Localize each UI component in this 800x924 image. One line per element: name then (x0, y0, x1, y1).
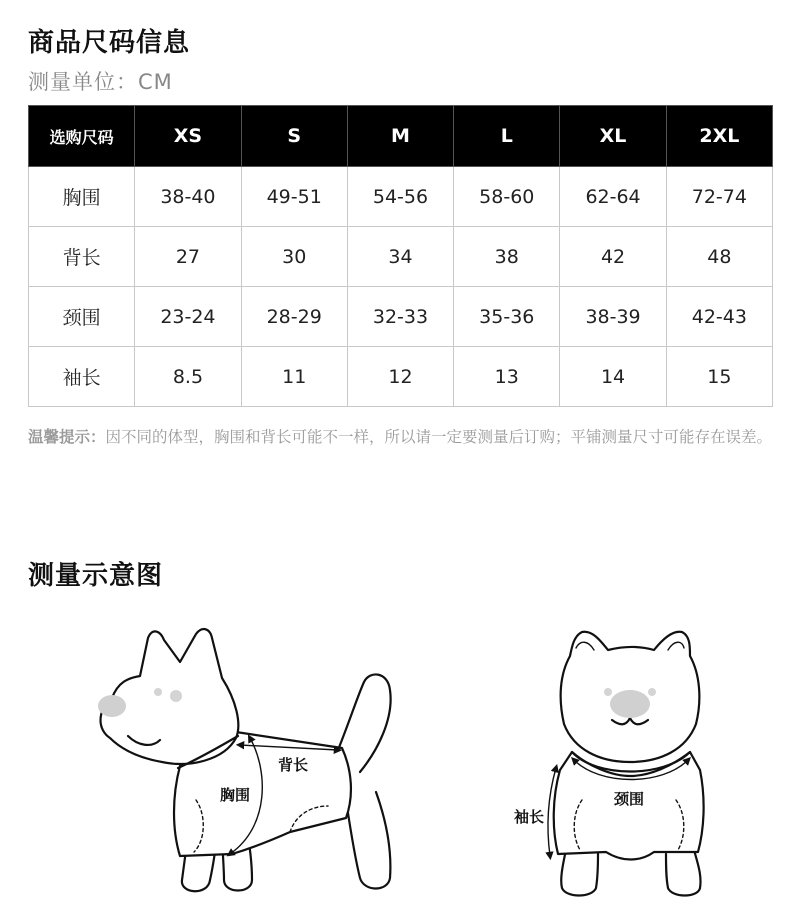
tip-note (28, 424, 776, 450)
table-cell: 38-40 (135, 167, 241, 227)
table-cell: 30 (241, 227, 347, 287)
size-col-s: S (241, 106, 347, 167)
dog-front-eye (648, 688, 656, 696)
table-cell: 49-51 (241, 167, 347, 227)
dog-front-nose (610, 690, 650, 718)
table-cell: 14 (560, 347, 666, 407)
sleeve-label: 袖长 (514, 808, 545, 826)
table-cell: 13 (454, 347, 560, 407)
table-cell: 54-56 (347, 167, 453, 227)
dog-front-illustration (554, 632, 704, 896)
row-label-neck: 颈围 (29, 287, 135, 347)
row-label-sleeve: 袖长 (29, 347, 135, 407)
tip-text: 因不同的体型，胸围和背长可能不一样，所以请一定要测量后订购；平铺测量尺寸可能存在误差。 (105, 428, 773, 446)
size-corner-header: 选购尺码 (29, 106, 135, 167)
table-cell: 62-64 (560, 167, 666, 227)
size-col-xl: XL (560, 106, 666, 167)
table-cell: 42-43 (666, 287, 772, 347)
table-cell: 27 (135, 227, 241, 287)
table-cell: 23-24 (135, 287, 241, 347)
size-table (28, 105, 773, 407)
table-cell: 8.5 (135, 347, 241, 407)
table-cell: 11 (241, 347, 347, 407)
table-row (29, 227, 773, 287)
dog-side-illustration (101, 629, 391, 891)
table-cell: 12 (347, 347, 453, 407)
dog-front-eye (604, 688, 612, 696)
table-row (29, 167, 773, 227)
table-cell: 28-29 (241, 287, 347, 347)
size-col-xs: XS (135, 106, 241, 167)
table-row (29, 347, 773, 407)
neck-label: 颈围 (614, 790, 645, 808)
diagram-title: 测量示意图 (28, 561, 164, 591)
dog-side-eye (170, 690, 182, 702)
measurement-diagram (0, 600, 800, 924)
row-label-back-length: 背长 (29, 227, 135, 287)
table-cell: 48 (666, 227, 772, 287)
size-col-m: M (347, 106, 453, 167)
chest-label: 胸围 (220, 786, 251, 804)
size-col-2xl: 2XL (666, 106, 772, 167)
table-row (29, 287, 773, 347)
dog-side-eye (154, 688, 162, 696)
table-cell: 34 (347, 227, 453, 287)
back-length-label: 背长 (278, 756, 309, 774)
unit-label: 测量单位：CM (28, 70, 173, 94)
table-cell: 38 (454, 227, 560, 287)
table-cell: 72-74 (666, 167, 772, 227)
table-cell: 42 (560, 227, 666, 287)
page-title: 商品尺码信息 (28, 28, 191, 58)
size-col-l: L (454, 106, 560, 167)
table-cell: 38-39 (560, 287, 666, 347)
table-cell: 35-36 (454, 287, 560, 347)
dog-side-nose (98, 695, 126, 717)
size-header-row (29, 106, 773, 167)
tip-prefix: 温馨提示： (28, 428, 106, 446)
table-cell: 15 (666, 347, 772, 407)
table-cell: 32-33 (347, 287, 453, 347)
table-cell: 58-60 (454, 167, 560, 227)
row-label-chest: 胸围 (29, 167, 135, 227)
